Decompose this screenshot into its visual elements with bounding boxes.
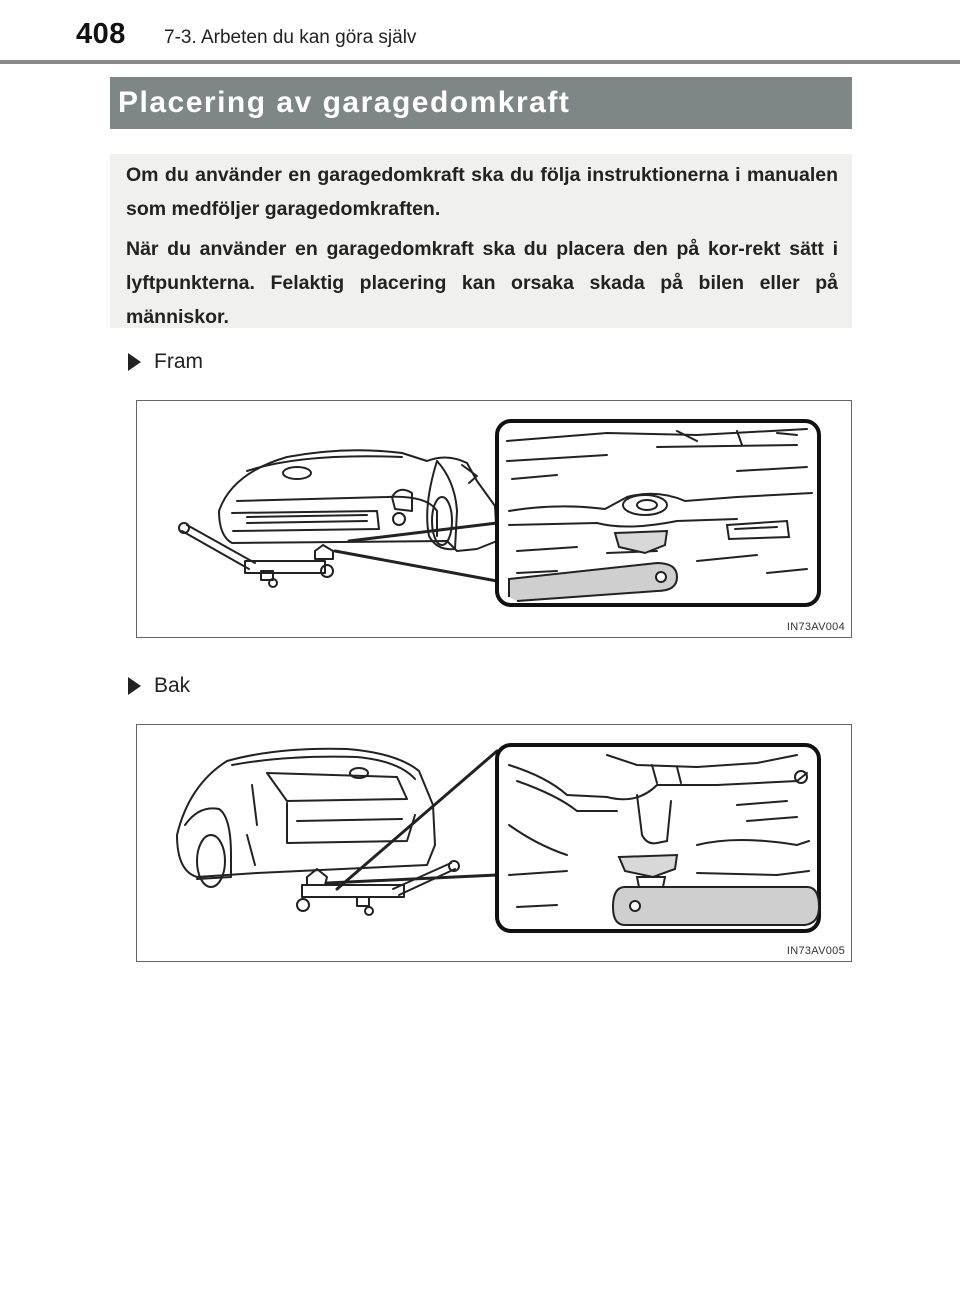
page-number: 408 (76, 18, 126, 50)
figure-front (136, 400, 852, 638)
info-paragraph-2: När du använder en garagedomkraft ska du placera den på kor-rekt sätt i lyftpunkterna. Felaktig placering kan orsaka skada på bilen eller på människor. (126, 238, 838, 328)
section-title: 7-3. Arbeten du kan göra själv (164, 27, 417, 48)
page-title: Placering av garagedomkraft (110, 77, 852, 129)
header-rule (0, 60, 960, 64)
figure-rear (136, 724, 852, 962)
subheading-rear (128, 674, 190, 698)
subheading-rear-label: Bak (154, 674, 191, 697)
info-box (110, 154, 852, 328)
figure-rear-code: IN73AV005 (786, 945, 845, 957)
front-jack-illustration (137, 401, 852, 638)
triangle-bullet-icon (128, 353, 141, 371)
rear-jack-illustration (137, 725, 852, 962)
triangle-bullet-icon (128, 677, 141, 695)
info-paragraph-1: Om du använder en garagedomkraft ska du följa instruktionerna i manualen som medföljer garagedomkraften. (126, 164, 838, 220)
subheading-front-label: Fram (154, 350, 203, 373)
subheading-front (128, 350, 203, 374)
figure-front-code: IN73AV004 (786, 621, 845, 633)
